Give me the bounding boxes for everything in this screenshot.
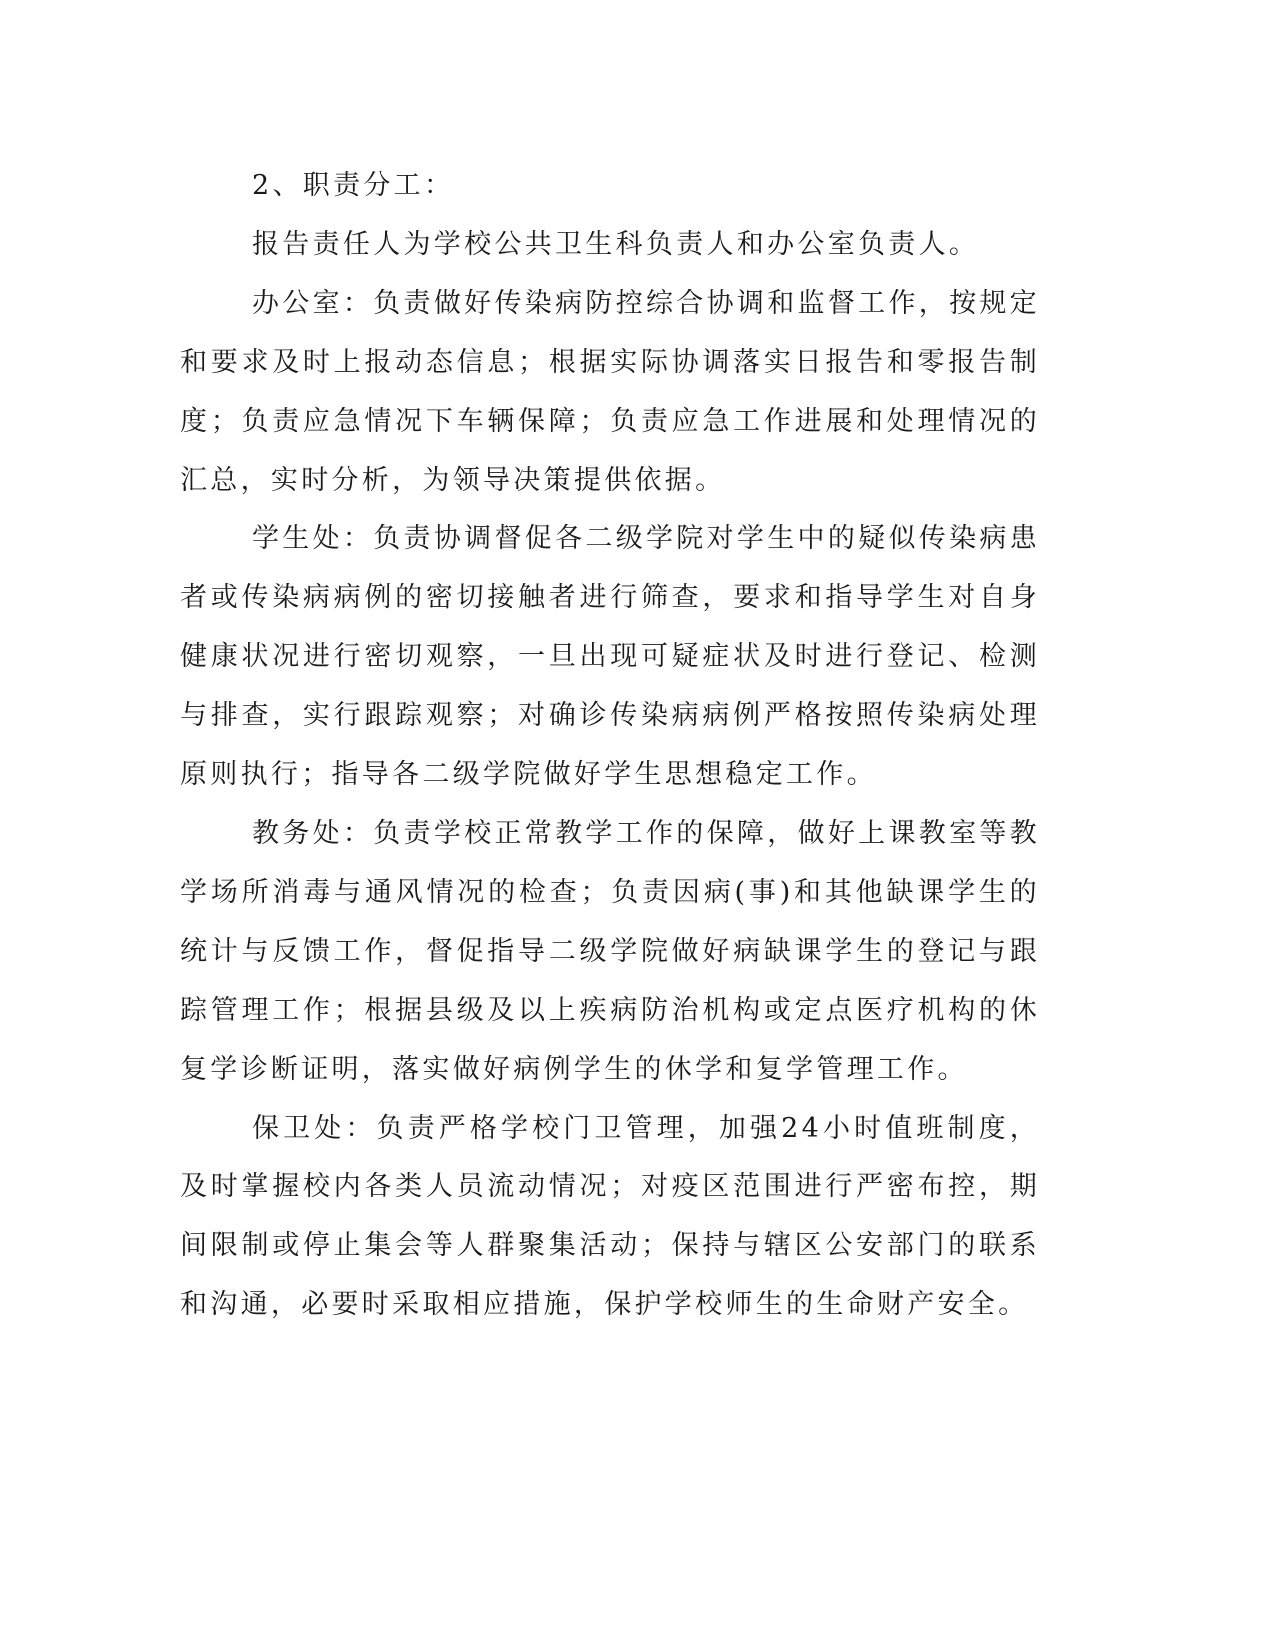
paragraph-student-affairs: 学生处：负责协调督促各二级学院对学生中的疑似传染病患者或传染病病例的密切接触者进行筛查，要求和指导学生对自身健康状况进行密切观察，一旦出现可疑症状及时进行登记、检测与排查，实行跟踪观察；对确诊传染病病例严格按照传染病处理原则执行；指导各二级学院做好学生思想稳定工作。 [180,523,1040,791]
paragraph-reporting-responsibility: 报告责任人为学校公共卫生科负责人和办公室负责人。 [252,228,980,260]
document-body [180,157,1040,1335]
section-heading: 2、职责分工： [252,170,455,201]
paragraph-academic-affairs: 教务处：负责学校正常教学工作的保障，做好上课教室等教学场所消毒与通风情况的检查；负责因病(事)和其他缺课学生的统计与反馈工作，督促指导二级学院做好病缺课学生的登记与跟踪管理工作；根据县级及以上疾病防治机构或定点医疗机构的休复学诊断证明，落实做好病例学生的休学和复学管理工作。 [180,817,1040,1085]
paragraph-office: 办公室：负责做好传染病防控综合协调和监督工作，按规定和要求及时上报动态信息；根据实际协调落实日报告和零报告制度；负责应急情况下车辆保障；负责应急工作进展和处理情况的汇总，实时分析，为领导决策提供依据。 [180,287,1040,496]
paragraph-security: 保卫处：负责严格学校门卫管理，加强24小时值班制度，及时掌握校内各类人员流动情况；对疫区范围进行严密布控，期间限制或停止集会等人群聚集活动；保持与辖区公安部门的联系和沟通，必要时采取相应措施，保护学校师生的生命财产安全。 [180,1112,1040,1321]
